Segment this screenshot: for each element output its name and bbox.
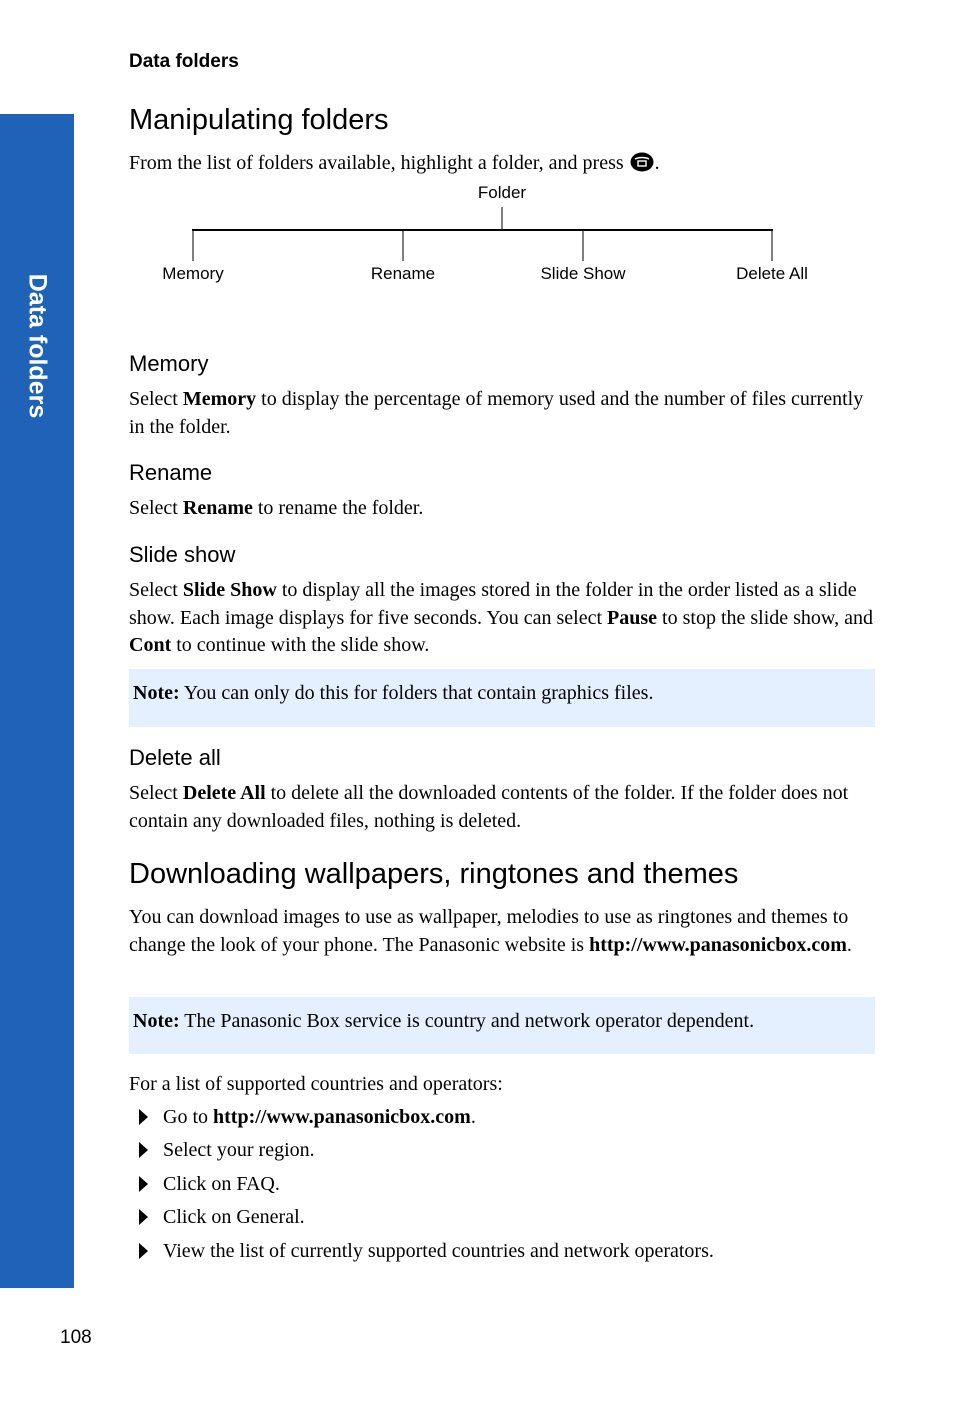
triangle-bullet-icon	[139, 1109, 148, 1125]
list-item: Go to http://www.panasonicbox.com.	[129, 1104, 714, 1137]
list-item: View the list of currently supported countries and network operators.	[129, 1238, 714, 1271]
triangle-bullet-icon	[139, 1176, 148, 1192]
running-header: Data folders	[129, 51, 239, 72]
tree-connector-lines	[0, 0, 954, 300]
memory-paragraph: Select Memory to display the percentage of memory used and the number of files currently in the folder.	[129, 388, 864, 438]
list-item: Click on General.	[129, 1204, 714, 1237]
subheading-delete-all: Delete all	[129, 745, 221, 770]
list-item: Select your region.	[129, 1137, 714, 1170]
tree-node-memory: Memory	[162, 264, 224, 283]
intro-paragraph: From the list of folders available, highlight a folder, and press .	[129, 150, 879, 182]
list-item: Click on FAQ.	[129, 1171, 714, 1204]
downloading-paragraph: You can download images to use as wallpaper, melodies to use as ringtones and themes to change the look of your phone. The Panasonic website is http://www.panasonicbox.com.	[129, 906, 852, 956]
section-heading-downloading: Downloading wallpapers, ringtones and themes	[129, 858, 739, 890]
tree-node-folder: Folder	[477, 183, 527, 202]
note-panasonic-box: Note: The Panasonic Box service is country and network operator dependent.	[129, 997, 875, 1054]
subheading-slide-show: Slide show	[129, 542, 236, 567]
subheading-memory: Memory	[129, 351, 209, 376]
note-graphics-files: Note: You can only do this for folders that contain graphics files.	[129, 669, 875, 727]
side-tab-label: Data folders	[23, 273, 52, 419]
panasonic-link: http://www.panasonicbox.com	[213, 1106, 471, 1128]
tree-node-delete-all: Delete All	[736, 264, 808, 283]
subheading-rename: Rename	[129, 460, 213, 485]
section-heading-manipulating-folders: Manipulating folders	[129, 104, 389, 136]
triangle-bullet-icon	[139, 1243, 148, 1259]
delete-all-paragraph: Select Delete All to delete all the downloaded contents of the folder. If the folder does not contain any downloaded files, nothing is deleted.	[129, 782, 849, 832]
page-number: 108	[60, 1327, 92, 1348]
triangle-bullet-icon	[139, 1209, 148, 1225]
steps-list	[129, 1104, 714, 1271]
slide-show-paragraph: Select Slide Show to display all the images stored in the folder in the order listed as a slide show. Each image displays for five seconds. You can select Pause to stop the slide show, and Cont to continue with the slide show.	[129, 579, 873, 656]
triangle-bullet-icon	[139, 1142, 148, 1158]
tree-node-slide-show: Slide Show	[540, 264, 626, 283]
tree-node-rename: Rename	[370, 264, 436, 283]
list-intro: For a list of supported countries and operators:	[129, 1073, 503, 1095]
rename-paragraph: Select Rename to rename the folder.	[129, 497, 424, 519]
